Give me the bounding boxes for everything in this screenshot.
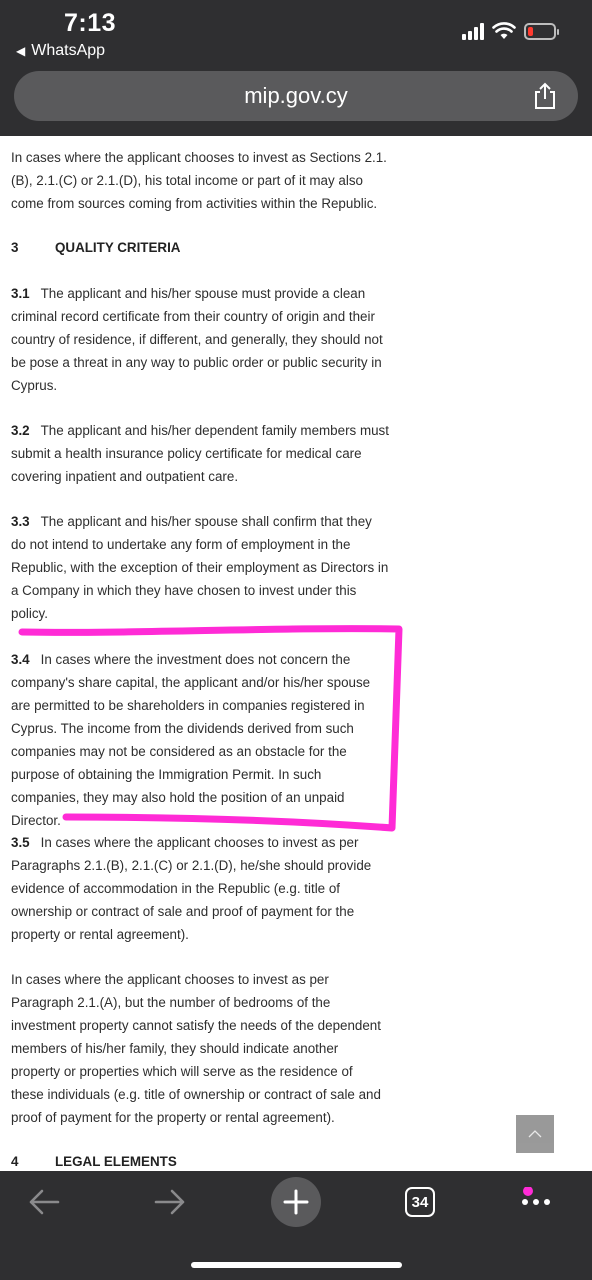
home-indicator [191, 1262, 402, 1268]
back-app-label: WhatsApp [31, 42, 106, 59]
share-icon[interactable] [532, 82, 558, 110]
battery-icon [524, 23, 556, 40]
back-to-app-button[interactable] [16, 42, 105, 60]
paragraph-3-4: 3.4 In cases where the investment does not concern the company's share capital, the applicant and/or his/her spouse are permitted to be shareholders in companies registered in Cyprus. The income from the dividends derived from such companies may not be considered as an obstacle for the purpose of obtaining the Immigration Permit. In such companies, they may also hold the position of an unpaid Director. [11, 652, 371, 828]
tab-switcher-button[interactable] [405, 1187, 435, 1217]
paragraph-3-1: 3.1 The applicant and his/her spouse must provide a clean criminal record certificate from their country of origin and their country of residence, if different, and generally, they should not be pose a threat in any way to public order or public security in Cyprus. [11, 286, 383, 393]
intro-paragraph: In cases where the applicant chooses to invest as Sections 2.1.(B), 2.1.(C) or 2.1.(D), his total income or part of it may also come from sources coming from activities within the Republic. [11, 150, 387, 211]
new-tab-button[interactable] [271, 1177, 321, 1227]
chevron-up-icon [528, 1130, 542, 1138]
wifi-icon [492, 22, 516, 40]
paragraph-3-2: 3.2 The applicant and his/her dependent family members must submit a health insurance policy certificate for medical care covering inpatient and outpatient care. [11, 423, 389, 484]
paragraph-3-3: 3.3 The applicant and his/her spouse shall confirm that they do not intend to undertake any form of employment in the Republic, with the exception of their employment as Directors in a Company in which they have chosen to invest under this policy. [11, 514, 389, 621]
paragraph-3-5-continued: In cases where the applicant chooses to invest as per Paragraph 2.1.(A), but the number of bedrooms of the investment property cannot satisfy the needs of the dependent members of his/her family, they should indicate another property or properties which will serve as the residence of these individuals (e.g. title of ownership or contract of sale and proof of payment for the property or rental agreement). [11, 972, 381, 1125]
address-bar[interactable] [14, 71, 578, 121]
section-3-heading: 3 QUALITY CRITERIA [11, 240, 181, 255]
browser-top-bar [0, 0, 592, 136]
forward-arrow-icon[interactable] [154, 1187, 186, 1217]
paragraph-3-5: 3.5 In cases where the applicant chooses to invest as per Paragraphs 2.1.(B), 2.1.(C) or 2.1.(D), he/she should provide evidence of accommodation in the Republic (e.g. title of ownership or contract of sale and proof of payment for the property or rental agreement). [11, 835, 372, 942]
cellular-signal-icon [462, 22, 484, 40]
back-arrow-icon[interactable] [28, 1187, 60, 1217]
back-triangle-icon: ◀ [16, 44, 26, 58]
section-4-heading: 4 LEGAL ELEMENTS [11, 1154, 177, 1169]
more-menu-icon[interactable] [520, 1187, 556, 1217]
status-time: 7:13 [64, 9, 117, 37]
url-text: mip.gov.cy [244, 83, 348, 108]
plus-icon [283, 1189, 309, 1215]
tab-count: 34 [411, 1193, 429, 1211]
status-indicators [462, 22, 556, 40]
scroll-to-top-button[interactable] [516, 1115, 554, 1153]
